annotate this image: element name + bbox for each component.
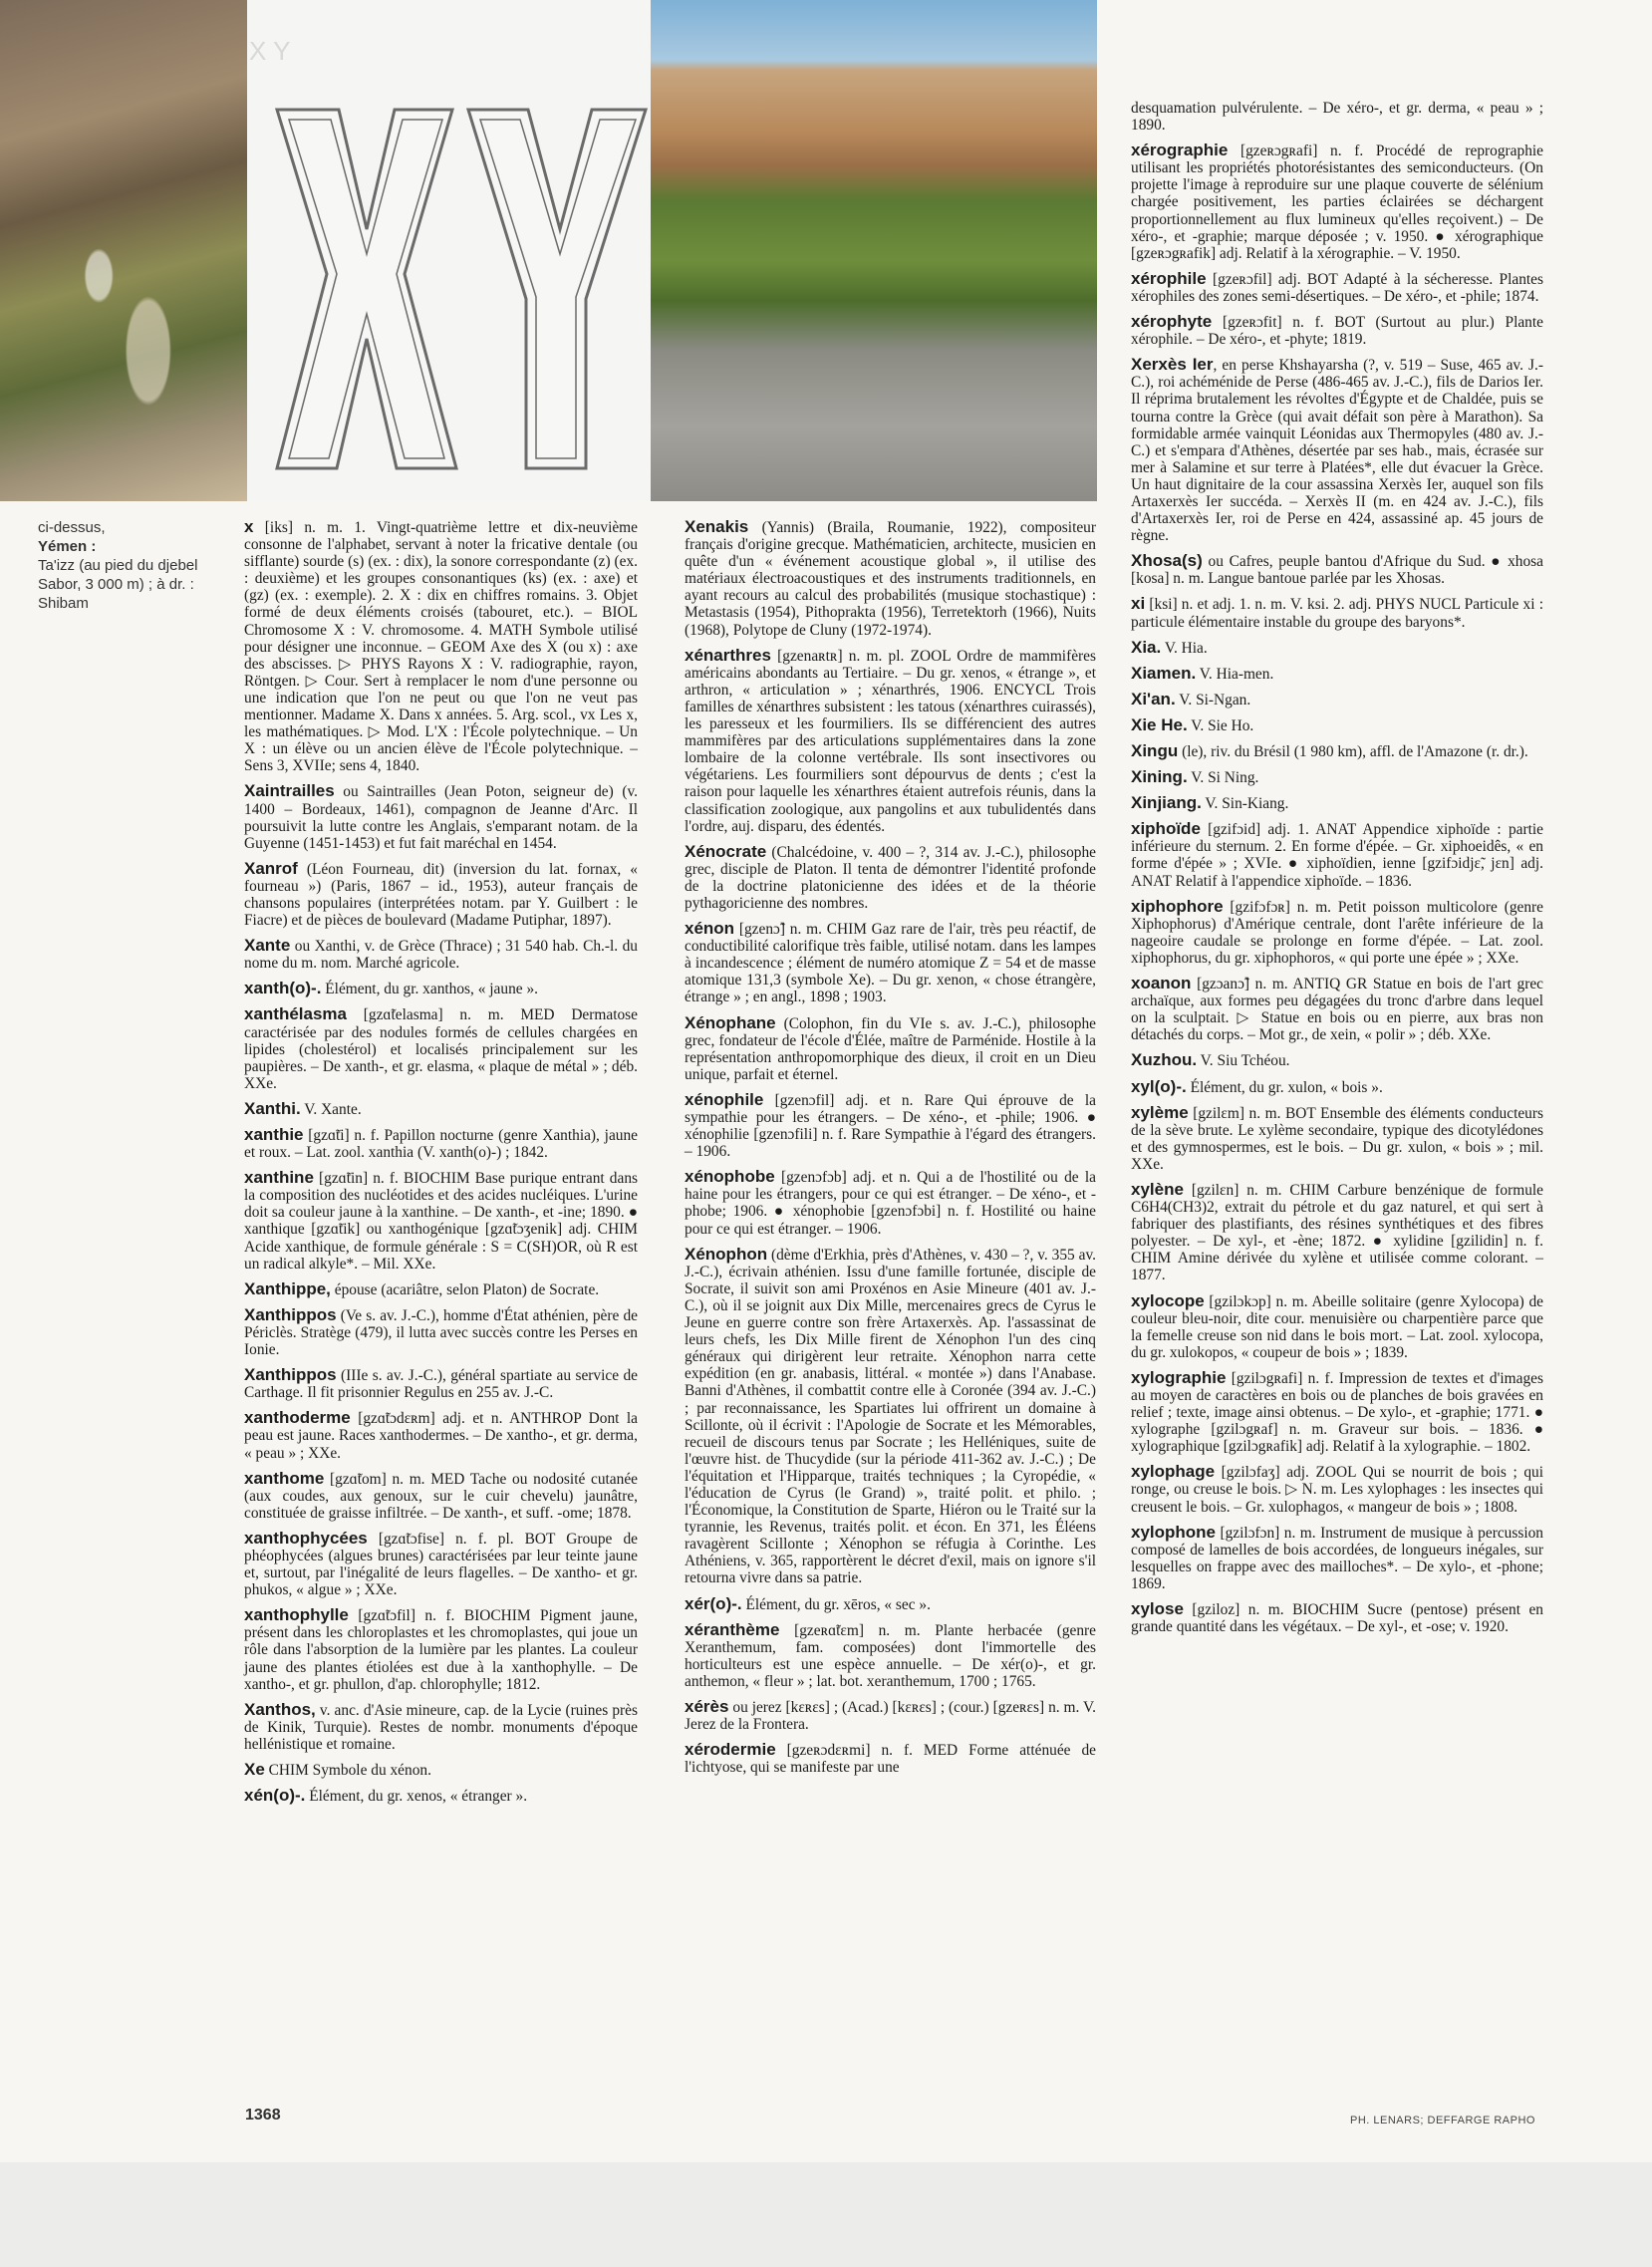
entry-headword: Xenakis: [685, 517, 749, 536]
dictionary-entry: [244, 1530, 638, 1598]
entry-headword: xanthoderme: [244, 1408, 351, 1428]
dictionary-entry: [685, 647, 1096, 835]
entry-headword: Xanthos,: [244, 1699, 316, 1719]
entry-headword: Xante: [244, 936, 291, 956]
xy-letters-graphic: [247, 0, 651, 501]
entry-headword: xéranthème: [685, 1619, 780, 1639]
entry-headword: Xuzhou.: [1131, 1050, 1198, 1070]
entry-headword: xérophile: [1131, 268, 1207, 288]
entry-headword: xénarthres: [685, 645, 771, 665]
dictionary-entry: [1131, 742, 1543, 760]
entry-headword: xérès: [685, 1697, 729, 1716]
dictionary-entry: [1131, 552, 1543, 587]
entry-definition: [iks] n. m. 1. Vingt-quatrième lettre et dix-neuvième consonne de l'alphabet, servant à noter la fricative dentale (ou sifflante) sourde (s) (ex. : dix), la sonore correspondante (z) (ex. : deuxième) et les groupes consonantiques (ks) (ex. : axe) et (gz) (ex. : exemple). 2. X : dix en chiffres romains. 3. Objet formé de deux éléments croisés (tabouret, etc.). – BIOL Chromosome X : V. chromosome. 4. MATH Symbole utilisé pour désigner une inconnue. – GEOM Axe des X (ou x) : axe des abscisses. ▷ PHYS Rayons X : V. radiographie, rayon, Röntgen. ▷ Cour. Sert à remplacer le nom d'une personne ou une indication que l'on ne peut ou que l'on ne veut pas mentionner. Madame X. Dans x années. 5. Arg. scol., vx Les x, les mathématiques. ▷ Mod. L'X : l'École polytechnique. – Un X : un élève ou un ancien élève de l'École polytechnique. – Sens 3, XVIIe; sens 4, 1840.: [244, 519, 638, 775]
dictionary-entry: [244, 1100, 638, 1118]
dictionary-entry: [1131, 716, 1543, 734]
entry-definition: [gzɑ̃tom] n. m. MED Tache ou nodosité cutanée (aux coudes, aux genoux, sur le cuir chevelu) jaunâtre, constituée de graisse infiltrée. – De xanth-, et suff. -ome; 1878.: [244, 1470, 638, 1522]
page-number: 1368: [245, 2107, 281, 2124]
entry-definition: desquamation pulvérulente. – De xéro-, et gr. derma, « peau » ; 1890.: [1131, 100, 1543, 135]
entry-definition: [gzeʀɑ̃tɛm] n. m. Plante herbacée (genre Xeranthemum, fam. composées) dont l'immortelle des horticulteurs est une espèce annuelle. – De xér(o)-, et gr. anthemon, « fleur » ; lat. bot. xeranthemum, 1700 ; 1765.: [685, 1621, 1096, 1690]
entry-definition: [gziloz] n. m. BIOCHIM Sucre (pentose) présent en grande quantité dans les végétaux. – De xyl-, et -ose; v. 1920.: [1131, 1601, 1543, 1636]
entry-headword: xénophobe: [685, 1167, 775, 1187]
caption-line1: ci-dessus,: [38, 519, 106, 536]
photo-caption: [38, 518, 237, 613]
entry-definition: [gzenɔfil] adj. et n. Rare Qui éprouve de la sympathie pour les étrangers. – De xéno-, et -phile; 1906. ● xénophilie [gzenɔfili] n. f. Rare Sympathie à l'égard des étrangers. – 1906.: [685, 1091, 1096, 1161]
dictionary-entry: [1131, 1600, 1543, 1635]
dictionary-entry: [1131, 975, 1543, 1043]
dictionary-entry: [685, 1168, 1096, 1237]
caption-line2: Ta'izz (au pied du djebel Sabor, 3 000 m) ; à dr. : Shibam: [38, 557, 198, 612]
entry-headword: Xénophane: [685, 1012, 776, 1032]
dictionary-entry: [1131, 270, 1543, 305]
dictionary-entry: [1131, 1463, 1543, 1515]
entry-definition: [gzɑ̃tin] n. f. BIOCHIM Base purique entrant dans la composition des nucléotides et des acides nucléiques. L'urine doit sa couleur jaune à la xanthine. – De xanth-, et -ine; 1890. ● xanthique [gzɑ̃tik] ou xanthogénique [gzɑ̃tɔʒenik] adj. CHIM Acide xanthique, de formule générale : S = C(SH)OR, où R est un radical alkyle*. – Mil. XXe.: [244, 1170, 638, 1273]
entry-definition: (Colophon, fin du VIe s. av. J.-C.), philosophe grec, fondateur de l'école d'Élée, maître de Parménide. Hostile à la représentation anthropomorphique des dieux, il croit en un Dieu unique, parfait et éternel.: [685, 1014, 1096, 1083]
dictionary-entry: [685, 1246, 1096, 1587]
entry-headword: xénon: [685, 919, 735, 939]
entry-headword: x: [244, 517, 254, 536]
dictionary-entry: [1131, 142, 1543, 262]
entry-headword: Xinjiang.: [1131, 793, 1202, 813]
entry-headword: Xe: [244, 1760, 265, 1779]
entry-definition: V. Si Ning.: [1187, 769, 1259, 787]
dictionary-entry: [685, 1595, 1096, 1613]
entry-headword: xérodermie: [685, 1740, 776, 1760]
entry-definition: CHIM Symbole du xénon.: [264, 1762, 431, 1779]
entry-definition: (Yannis) (Braila, Roumanie, 1922), compositeur français d'origine grecque. Mathématicien, architecte, musicien en quête d'un « événement acoustique global », il utilise des matériaux électroacoustiques et des instruments traditionnels, en ayant recours au calcul des probabilités (musique stochastique) : Metastasis (1954), Pithoprakta (1956), Terretektorh (1966), Nuits (1968), Polytope de Cluny (1972-1974).: [685, 519, 1096, 639]
entry-definition: [gzilɔfaʒ] adj. ZOOL Qui se nourrit de bois ; qui ronge, ou creuse le bois. ▷ N. m. Les xylophages : les insectes qui creusent le bois. – Gr. xulophagos, « mangeur de bois » ; 1808.: [1131, 1464, 1543, 1516]
xy-banner: [247, 0, 651, 501]
dictionary-entry: [244, 782, 638, 851]
entry-definition: [gzifɔid] adj. 1. ANAT Appendice xiphoïde : partie inférieure du sternum. 2. En forme d'épée. – Gr. xiphoeidês, « en forme d'épée » ; XVIe. ● xiphoïdien, ienne [gzifɔidjɛ̃, jɛn] adj. ANAT Relatif à l'appendice xiphoïde. – 1836.: [1131, 821, 1543, 890]
entry-definition: [gzilɛm] n. m. BOT Ensemble des éléments conducteurs de la sève brute. Le xylème secondaire, typique des dicotylédones et des gymnospermes, est le bois. – Du gr. xulon, « bois » ; mil. XXe.: [1131, 1104, 1543, 1173]
entry-headword: xoanon: [1131, 974, 1192, 993]
entry-definition: V. Hia.: [1161, 639, 1208, 657]
entry-headword: xiphophore: [1131, 896, 1224, 916]
dictionary-entry: [1131, 768, 1543, 786]
entry-definition: V. Xante.: [300, 1100, 362, 1118]
entry-headword: xiphoïde: [1131, 819, 1201, 839]
dictionary-entry: [1131, 1104, 1543, 1173]
entry-definition: V. Sie Ho.: [1187, 716, 1254, 734]
dictionary-entry: [1131, 820, 1543, 889]
dictionary-entry: [244, 1409, 638, 1461]
dictionary-entry: [244, 1701, 638, 1753]
entry-definition: [gzenɔ̃] n. m. CHIM Gaz rare de l'air, très peu réactif, de conductibilité calorifique très faible, utilisé notam. dans les lampes à incandescence ; élément de numéro atomique Z = 54 et de masse atomique 131,3 (symbole Xe). – Du gr. xenon, « chose étrangère, étrange » ; en angl., 1898 ; 1903.: [685, 921, 1096, 1006]
entry-headword: xénophile: [685, 1089, 764, 1109]
entry-headword: Xénocrate: [685, 841, 767, 861]
entry-definition: V. Sin-Kiang.: [1201, 795, 1289, 813]
entry-headword: Xiamen.: [1131, 663, 1197, 683]
entry-headword: Xhosa(s): [1131, 551, 1203, 571]
entry-headword: Xia.: [1131, 637, 1162, 657]
dictionary-entry: [1131, 639, 1543, 657]
dictionary-entry: [685, 1014, 1096, 1083]
entry-headword: xylocope: [1131, 1290, 1205, 1310]
entry-definition: [gzɑ̃tɔfil] n. f. BIOCHIM Pigment jaune, présent dans les chloroplastes et les chromoplastes, qui joue un rôle dans l'absorption de la lumière par les plantes. La couleur jaune des plantes étiolées est due à la xanthophylle. – De xantho-, et gr. phullon, d'ap. chlorophylle; 1812.: [244, 1607, 638, 1693]
dictionary-entry: [1131, 1292, 1543, 1361]
dictionary-entry: [244, 1169, 638, 1273]
entry-headword: xanthophylle: [244, 1605, 349, 1625]
column-1: [244, 518, 638, 1813]
dictionary-entry: [244, 518, 638, 774]
entry-definition: ou jerez [kɛʀɛs] ; (Acad.) [kɛʀɛs] ; (cour.) [gzeʀɛs] n. m. V. Jerez de la Frontera.: [685, 1699, 1096, 1734]
caption-place: Yémen :: [38, 538, 97, 555]
entry-definition: ou Xanthi, v. de Grèce (Thrace) ; 31 540 hab. Ch.-l. du nome du m. nom. Marché agricole.: [244, 938, 638, 973]
entry-headword: Xanthippos: [244, 1365, 337, 1385]
dictionary-entry: [1131, 100, 1543, 134]
entry-definition: (Chalcédoine, v. 400 – ?, 314 av. J.-C.), philosophe grec, disciple de Platon. Il tenta de démontrer l'identité profonde de la doctrine platonicienne des idées et de la théorie pythagoricienne des nombres.: [685, 843, 1096, 912]
entry-definition: [gzɔanɔ̃] n. m. ANTIQ GR Statue en bois de l'art grec archaïque, aux formes peu dégagées du tronc d'arbre dans lequel on la sculptait. ▷ Statue en bois ou en pierre, aux bras non détachés du corps. – Mot gr., de xein, « polir » ; déb. XXe.: [1131, 976, 1543, 1044]
dictionary-entry: [685, 920, 1096, 1005]
entry-definition: [ksi] n. et adj. 1. n. m. V. ksi. 2. adj. PHYS NUCL Particule xi : particule élémentaire instable du groupe des baryons*.: [1131, 596, 1543, 631]
dictionary-entry: [244, 980, 638, 997]
dictionary-entry: [1131, 1181, 1543, 1284]
entry-definition: [gzeʀɔgʀafi] n. f. Procédé de reprographie utilisant les propriétés photorésistantes des semiconducteurs. (On projette l'image à reproduire sur une plaque couverte de sélénium chargée positivement, les parties éclairées se déchargent proportionnellement au flux lumineux qu'elles reçoivent.) – De xéro-, et -graphie; marque déposée ; v. 1950. ● xérographique [gzeʀɔgʀafik] adj. Relatif à la xérographie. – V. 1950.: [1131, 142, 1543, 262]
dictionary-entry: [685, 1741, 1096, 1776]
entry-headword: Xanthi.: [244, 1098, 301, 1118]
entry-definition: [gzilɔgʀafi] n. f. Impression de textes et d'images au moyen de caractères en bois ou de planches de bois gravées en relief ; texte, image ainsi obtenus. – De xylo-, et -graphie; 1771. ● xylographe [gzilɔgʀaf] n. m. Graveur sur bois. – 1836. ● xylographique [gzilɔgʀafik] adj. Relatif à la xylographie. – 1802.: [1131, 1369, 1543, 1456]
entry-headword: xyl(o)-.: [1131, 1076, 1187, 1096]
entry-headword: xérographie: [1131, 141, 1229, 160]
entry-definition: v. anc. d'Asie mineure, cap. de la Lycie (ruines près de Kinik, Turquie). Restes de nombr. monuments d'époque hellénistique et romaine.: [244, 1701, 638, 1753]
photo-taizz: [0, 0, 247, 501]
entry-headword: Xerxès Ier: [1131, 355, 1214, 375]
dictionary-entry: [1131, 1369, 1543, 1455]
entry-definition: épouse (acariâtre, selon Platon) de Socrate.: [330, 1280, 600, 1298]
dictionary-entry: [244, 1306, 638, 1358]
photo-shibam: [651, 0, 1097, 501]
dictionary-entry: [244, 1787, 638, 1805]
entry-definition: Élément, du gr. xēros, « sec ».: [741, 1595, 931, 1613]
dictionary-entry: [685, 518, 1096, 639]
entry-definition: [gzeʀɔfil] adj. BOT Adapté à la sécheresse. Plantes xérophiles des zones semi-désertiques. – De xéro-, et -phile; 1874.: [1131, 270, 1543, 305]
entry-headword: Xénophon: [685, 1244, 768, 1264]
entry-headword: xylène: [1131, 1179, 1184, 1199]
dictionary-entry: [244, 860, 638, 929]
entry-headword: xér(o)-.: [685, 1593, 742, 1613]
entry-headword: Xining.: [1131, 767, 1188, 787]
entry-definition: ou Saintrailles (Jean Poton, seigneur de) (v. 1400 – Bordeaux, 1461), compagnon de Jeanne d'Arc. Il poursuivit la lutte contre les Anglais, s'emparant notam. de la Guyenne (1451-1453) et fut fait maréchal en 1454.: [244, 783, 638, 852]
entry-definition: [gzifɔfɔʀ] n. m. Petit poisson multicolore (genre Xiphophorus) d'Amérique centrale, dont l'arête inférieure de la nageoire caudale se prolonge en forme d'épée. – Lat. zool. xiphophorus, du gr. xiphophoros, « qui porte une épée » ; XXe.: [1131, 898, 1543, 967]
entry-headword: xanth(o)-.: [244, 979, 322, 998]
dictionary-entry: [685, 1698, 1096, 1733]
dictionary-entry: [685, 1621, 1096, 1690]
dictionary-entry: [685, 843, 1096, 912]
entry-definition: [gzilɛn] n. m. CHIM Carbure benzénique de formule C6H4(CH3)2, extrait du pétrole et du gaz naturel, et qui sert à fabriquer des plastifiants, des résines synthétiques et des fibres polyester. – De xyl-, et -ène; 1872. ● xylidine [gzilidin] n. f. CHIM Amine dérivée du xylène et utilisée comme colorant. – 1877.: [1131, 1181, 1543, 1284]
entry-headword: Xaintrailles: [244, 781, 335, 801]
dictionary-entry: [1131, 313, 1543, 348]
dictionary-entry: [1131, 794, 1543, 812]
photo-credit: PH. LENARS; DEFFARGE RAPHO: [1350, 2115, 1535, 2126]
entry-headword: xanthophycées: [244, 1528, 368, 1548]
entry-headword: xanthélasma: [244, 1004, 347, 1024]
entry-headword: Xingu: [1131, 741, 1179, 760]
entry-definition: (Ve s. av. J.-C.), homme d'État athénien, père de Périclès. Stratège (479), il lutta avec succès contre les Perses en Ionie.: [244, 1306, 638, 1359]
entry-headword: xylose: [1131, 1599, 1184, 1619]
dictionary-entry: [244, 1606, 638, 1692]
dictionary-entry: [244, 1005, 638, 1091]
entry-definition: [gzɑ̃ti] n. f. Papillon nocturne (genre Xanthia), jaune et roux. – Lat. zool. xanthia (V. xanth(o)-) ; 1842.: [244, 1127, 638, 1162]
entry-headword: Xie He.: [1131, 714, 1188, 734]
dictionary-entry: [244, 1126, 638, 1161]
dictionary-entry: [244, 1366, 638, 1401]
entry-definition: ou Cafres, peuple bantou d'Afrique du Sud. ● xhosa [kosa] n. m. Langue bantoue parlée par les Xhosas.: [1131, 553, 1543, 588]
entry-definition: [gzilɔkɔp] n. m. Abeille solitaire (genre Xylocopa) de couleur bleu-noir, dite cour. menuisière ou charpentière parce que la femelle creuse son nid dans le bois mort. – Lat. zool. xylocopa, du gr. xulokopos, « coupeur de bois » ; 1839.: [1131, 1292, 1543, 1361]
entry-headword: Xi'an.: [1131, 689, 1176, 708]
entry-definition: Élément, du gr. xanthos, « jaune ».: [321, 981, 539, 998]
entry-headword: xanthie: [244, 1125, 304, 1144]
column-2: [685, 518, 1096, 1784]
dictionary-entry: [1131, 898, 1543, 967]
entry-definition: , en perse Khshayarsha (?, v. 519 – Suse, 465 av. J.-C.), roi achéménide de Perse (486-465 av. J.-C.), fils de Darios Ier. Il réprima brutalement les révoltes d'Égypte et de Chaldée, puis se tourna contre la Grèce (qui avait défait son père à Marathon). Sa formidable armée vainquit Léonidas aux Thermopyles (480 av. J.-C.) et s'empara d'Athènes, désertée par ses hab., mais, écrasée sur mer à Salamine et sur terre à Platées*, elle dut évacuer la Grèce. Un haut dignitaire de la cour assassina Xerxès Ier, auquel son fils Artaxerxès Ier succéda. – Xerxès II (m. en 424 av. J.-C.), fils d'Artaxerxès Ier, roi de Perse en 424, assassiné ap. 45 jours de règne.: [1131, 357, 1544, 545]
dictionary-entry: [1131, 595, 1543, 630]
entry-headword: xérophyte: [1131, 312, 1213, 332]
dictionary-entry: [1131, 1524, 1543, 1592]
entry-definition: [gzɑ̃tɔdɛʀm] adj. et n. ANTHROP Dont la peau est jaune. Races xanthodermes. – De xantho-, et gr. derma, « peau » ; XXe.: [244, 1410, 638, 1462]
entry-definition: [gzenaʀtʀ] n. m. pl. ZOOL Ordre de mammifères américains abondants au Tertiaire. – Du gr. xenos, « étrange », et arthron, « articulation » ; xénarthrés, 1906. ENCYCL Trois familles de xénarthres subsistent : les tatous (xénarthres cuirassés), les paresseux et les fourmiliers. Ils se différencient des autres mammifères par des articulations supplémentaires dans la zone lombaire de la colonne vertébrale. Ils sont insectivores ou végétariens. Les fourmiliers sont dépourvus de dents ; c'est la raison pour laquelle les xénarthres étaient autrefois réunis, dans la classification zoologique, aux pangolins et aux tubulidentés dans l'ordre, auj. disparu, des édentés.: [685, 647, 1096, 835]
entry-definition: [gzɑ̃telasma] n. m. MED Dermatose caractérisée par des nodules formés de cellules chargées en lipides (cholestérol) et localisés principalement sur les paupières. – De xanth-, et gr. elasma, « plaque de métal » ; déb. XXe.: [244, 1006, 638, 1092]
entry-definition: [gzɑ̃tɔfise] n. f. pl. BOT Groupe de phéophycées (algues brunes) caractérisées par leur teinte jaune et, surtout, par l'inégalité de leurs flagelles. – De xantho- et gr. phukos, « algue » ; XXe.: [244, 1530, 638, 1599]
dictionary-entry: [685, 1091, 1096, 1160]
entry-definition: (IIIe s. av. J.-C.), général spartiate au service de Carthage. Il fit prisonnier Regulus en 255 av. J.-C.: [244, 1367, 638, 1402]
entry-headword: xanthine: [244, 1168, 314, 1188]
dictionary-entry: [1131, 356, 1543, 544]
page-edge: [0, 2162, 1652, 2267]
entry-headword: Xanthippos: [244, 1304, 337, 1324]
entry-headword: xi: [1131, 594, 1146, 614]
entry-definition: [gzilɔfɔn] n. m. Instrument de musique à percussion composé de lamelles de bois accordées, de longueurs inégales, sur lesquelles on frappe avec des mailloches*. – De xylo-, et -phone; 1869.: [1131, 1524, 1543, 1592]
dictionary-entry: [244, 1470, 638, 1522]
entry-headword: xén(o)-.: [244, 1786, 306, 1806]
entry-definition: Élément, du gr. xenos, « étranger ».: [305, 1788, 528, 1806]
banner-shadow-text: X Y: [249, 36, 291, 66]
entry-headword: Xanthippe,: [244, 1278, 331, 1298]
entry-headword: xylographie: [1131, 1367, 1227, 1387]
dictionary-entry: [244, 1761, 638, 1779]
entry-definition: [gzeʀɔdɛʀmi] n. f. MED Forme atténuée de l'ichtyose, qui se manifeste par une: [685, 1742, 1096, 1777]
dictionary-entry: [244, 937, 638, 972]
entry-definition: Élément, du gr. xulon, « bois ».: [1186, 1078, 1383, 1096]
dictionary-entry: [1131, 665, 1543, 683]
entry-headword: xylophone: [1131, 1522, 1217, 1542]
entry-definition: V. Hia-men.: [1196, 665, 1274, 683]
dictionary-entry: [244, 1280, 638, 1298]
entry-headword: xylophage: [1131, 1462, 1216, 1482]
dictionary-entry: [1131, 691, 1543, 708]
entry-definition: (Léon Fourneau, dit) (inversion du lat. fornax, « fourneau ») (Paris, 1867 – id., 1953), auteur français de chansons populaires (interprétées notam. par Y. Guilbert : le Fiacre) et de pièces de boulevard (Madame Putiphar, 1897).: [244, 860, 638, 930]
column-3: [1131, 100, 1543, 1643]
entry-definition: (dème d'Erkhia, près d'Athènes, v. 430 – ?, v. 355 av. J.-C.), écrivain athénien. Issu d'une famille fortunée, disciple de Socrate, il suivit son ami Proxénos en Asie Mineure (401 av. J.-C.), où il se joignit aux Dix Mille, mercenaires grecs de Cyrus le Jeune en guerre contre son frère Artaxerxès. Ap. l'assassinat de leurs chefs, les Dix Mille firent de Xénophon l'un des cinq généraux qui dirigèrent leur retraite. Xénophon narra cette expédition (en gr. anabasis, littéral. « montée ») dans l'Anabase. Banni d'Athènes, il combattit contre elle à Coronée (394 av. J.-C.) ; par reconnaissance, les Spartiates lui offrirent un domaine à Scillonte, où il écrivit : l'Apologie de Socrate et les Mémorables, recueil de discours tenus par Socrate ; les Helléniques, suite de l'œuvre hist. de Thucydide (sur la période 411-362 av. J.-C.) ; De l'équitation et l'Hipparque, traités techniques ; la Cyropédie, « l'éducation de Cyrus (le Grand) », traité polit. et philo. ; l'Économique, la Constitution de Sparte, Hiéron ou le Traité sur la tyrannie, les Revenus, traités polit. et écon. En 371, les Éléens ravagèrent Scillonte ; Xénophon se réfugia à Corinthe. Les Athéniens, v. 365, rapportèrent le décret d'exil, mais on ignore s'il retourna vivre dans sa patrie.: [685, 1246, 1096, 1587]
entry-definition: [gzenɔfɔb] adj. et n. Qui a de l'hostilité ou de la haine pour les étrangers, pour ce qui est étranger. – De xéno-, et -phobe; 1906. ● xénophobie [gzenɔfɔbi] n. f. Hostilité ou haine pour ce qui est étranger. – 1906.: [685, 1169, 1096, 1238]
entry-headword: xanthome: [244, 1468, 325, 1488]
entry-definition: V. Si-Ngan.: [1175, 691, 1251, 708]
dictionary-entry: [1131, 1051, 1543, 1069]
entry-definition: (le), riv. du Brésil (1 980 km), affl. de l'Amazone (r. dr.).: [1178, 743, 1528, 760]
entry-headword: Xanrof: [244, 858, 298, 878]
entry-definition: [gzeʀɔfit] n. f. BOT (Surtout au plur.) Plante xérophile. – De xéro-, et -phyte; 1819.: [1131, 314, 1543, 349]
entry-definition: V. Siu Tchéou.: [1197, 1052, 1290, 1070]
entry-headword: xylème: [1131, 1102, 1189, 1122]
dictionary-entry: [1131, 1078, 1543, 1096]
